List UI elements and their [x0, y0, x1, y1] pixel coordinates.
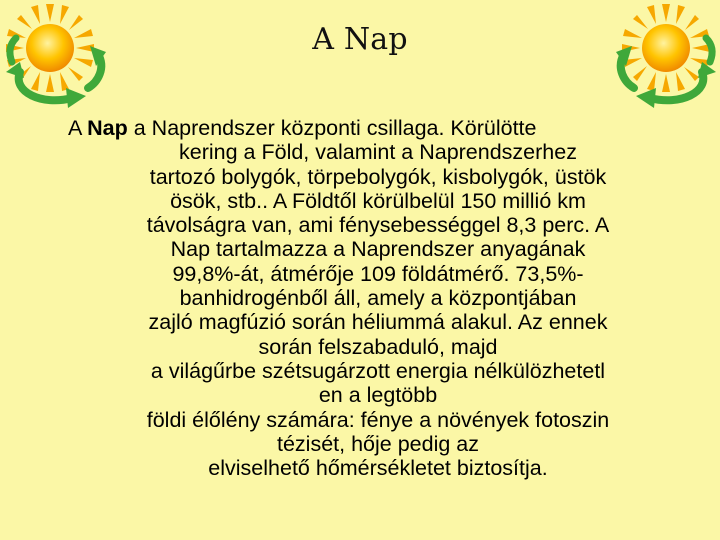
body-line: tézisét, hője pedig az: [277, 431, 479, 456]
intro-prefix: A: [68, 116, 88, 140]
sun-with-green-arrows-icon: [2, 2, 112, 112]
body-line: ösök, stb.. A Földtől körülbelül 150 millió km: [170, 188, 586, 213]
body-paragraph: [58, 116, 698, 480]
body-line: távolságra van, ami fénysebességgel 8,3 perc. A: [146, 213, 610, 238]
slide-title: A Nap: [312, 22, 408, 57]
body-line: földi élőlény számára: fénye a növények fotoszin: [146, 407, 610, 432]
intro-suffix: a Naprendszer központi csillaga. Körülötte: [127, 116, 537, 140]
body-line: a világűrbe szétsugárzott energia nélkülözhetetl: [150, 358, 606, 383]
body-line: [58, 116, 698, 140]
body-line: zajló magfúzió során héliummá alakul. Az ennek: [148, 310, 608, 335]
body-line: tartozó bolygók, törpebolygók, kisbolygók, üstök: [149, 164, 607, 189]
body-line: elviselhető hőmérsékletet biztosítja.: [208, 456, 548, 481]
body-line: kering a Föld, valamint a Naprendszerhez: [179, 140, 577, 165]
sun-with-green-arrows-icon: [610, 2, 720, 112]
body-line: Nap tartalmazza a Naprendszer anyagának: [170, 237, 586, 262]
body-line: en a legtöbb: [318, 383, 438, 408]
intro-bold-word: Nap: [87, 116, 128, 140]
body-line: során felszabaduló, majd: [258, 334, 498, 359]
body-line: 99,8%-át, átmérője 109 földátmérő. 73,5%-: [172, 261, 584, 286]
body-line: banhidrogénből áll, amely a központjában: [179, 286, 577, 311]
